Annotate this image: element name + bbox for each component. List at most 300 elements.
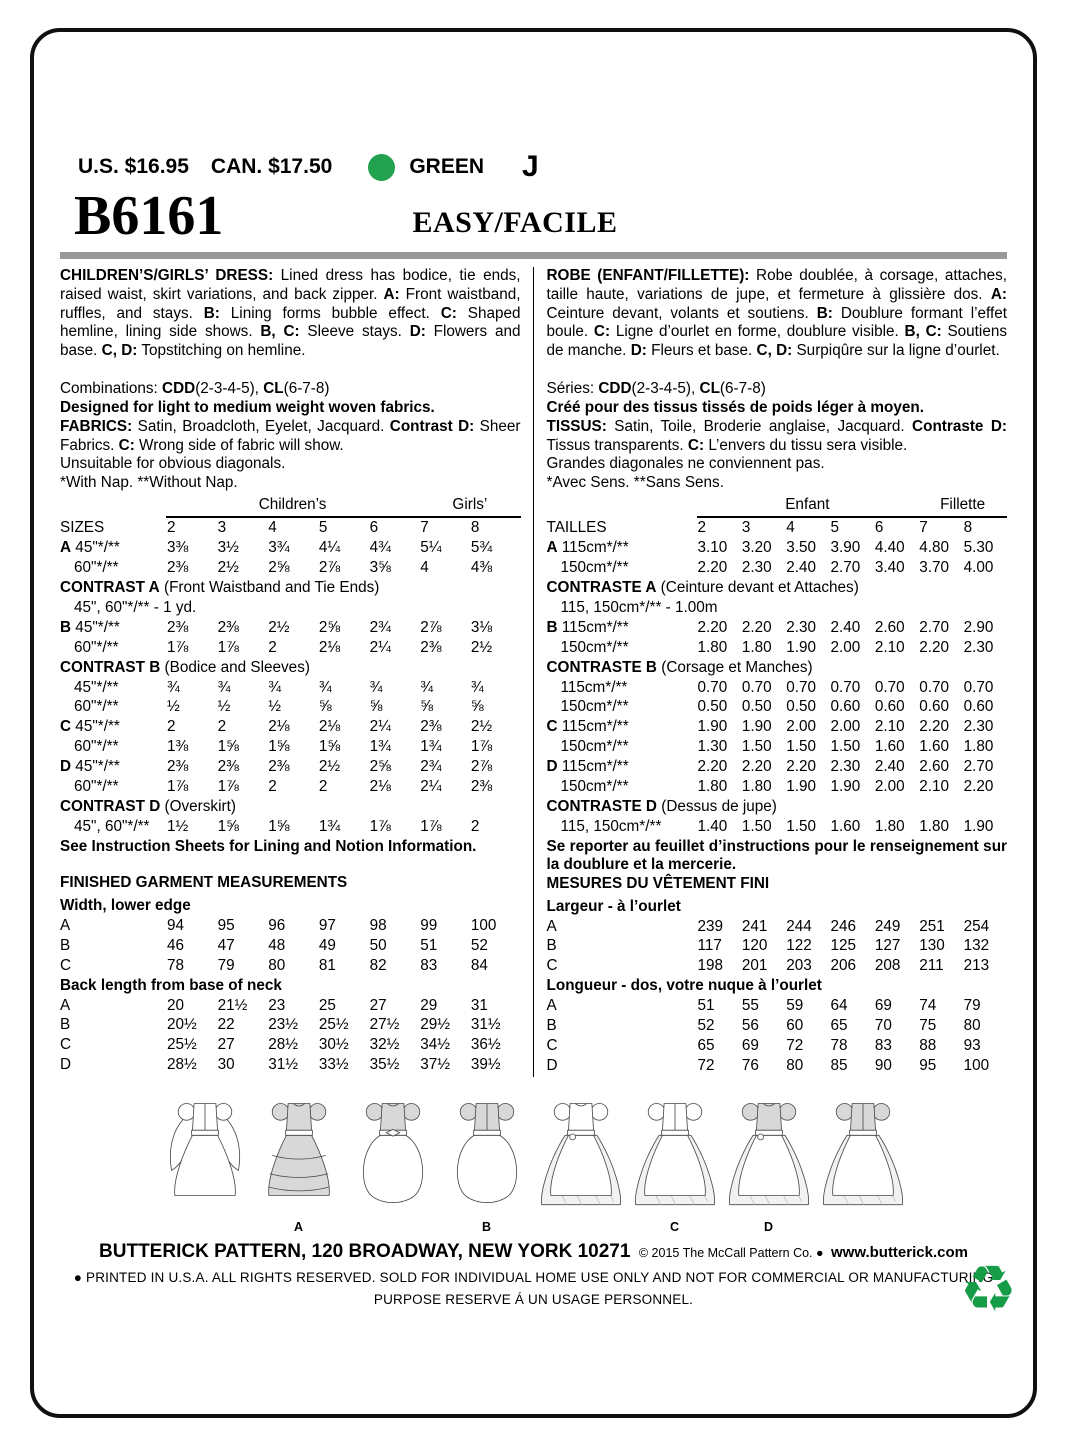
table-cell: Fillette bbox=[918, 496, 1007, 517]
table-cell: 2.30 bbox=[786, 618, 816, 636]
table-cell: 1¾ bbox=[369, 738, 391, 756]
table-cell: 120 bbox=[741, 937, 768, 955]
table-cell: 127 bbox=[874, 937, 901, 955]
table-cell: ½ bbox=[217, 698, 231, 716]
table-cell: 37½ bbox=[420, 1056, 450, 1074]
table-cell: 78 bbox=[167, 956, 185, 974]
table-cell: 1.50 bbox=[741, 818, 772, 836]
table-cell: 0.60 bbox=[830, 698, 861, 716]
table-row bbox=[547, 598, 1008, 618]
table-cell: CONTRAST D (Overskirt) bbox=[60, 798, 236, 816]
table-cell: Largeur - à l’ourlet bbox=[546, 897, 681, 915]
table-cell: 83 bbox=[420, 956, 438, 974]
table-cell: 4¾ bbox=[369, 538, 391, 556]
table-cell: 1.60 bbox=[830, 818, 861, 836]
us-price: U.S. $16.95 bbox=[78, 155, 189, 178]
table-cell: 2.70 bbox=[919, 618, 949, 636]
table-cell: 2.90 bbox=[963, 618, 994, 636]
table-row bbox=[60, 1036, 521, 1056]
table-cell: 1.80 bbox=[919, 818, 949, 836]
table-cell: 80 bbox=[786, 1057, 804, 1075]
green-dot-icon bbox=[368, 154, 395, 181]
table-cell: 2⅛ bbox=[369, 778, 391, 796]
table-cell: 1⅞ bbox=[217, 778, 239, 796]
table-cell: 69 bbox=[741, 1037, 759, 1055]
table-cell: 2⅞ bbox=[318, 558, 341, 576]
table-cell: 2¾ bbox=[369, 618, 391, 636]
table-row bbox=[547, 496, 1008, 517]
table-cell: 95 bbox=[919, 1057, 937, 1075]
table-cell: 2.00 bbox=[786, 718, 816, 736]
table-cell: 2¾ bbox=[420, 758, 442, 776]
title-row bbox=[60, 185, 1007, 247]
table-row bbox=[60, 638, 521, 658]
table-cell: 36½ bbox=[470, 1036, 501, 1054]
table-cell: 27 bbox=[369, 996, 387, 1014]
table-cell: 2.10 bbox=[874, 718, 905, 736]
table-cell: 3.70 bbox=[919, 558, 949, 576]
finished-title-fr: MESURES DU VÊTEMENT FINI bbox=[546, 875, 770, 893]
table-cell: 45", 60"*/** bbox=[74, 818, 150, 836]
fabrics-en: FABRICS: Satin, Broadcloth, Eyelet, Jacquard. Contrast D: Sheer Fabrics. C: Wrong side of fabric will show. bbox=[60, 417, 521, 454]
table-cell: 122 bbox=[786, 937, 812, 955]
table-cell: Longueur - dos, votre nuque à l’ourlet bbox=[546, 977, 822, 995]
table-cell: 0.70 bbox=[697, 678, 728, 696]
table-cell: SIZES bbox=[60, 518, 105, 536]
table-cell: 88 bbox=[919, 1037, 937, 1055]
table-row bbox=[547, 778, 1008, 798]
table-row bbox=[60, 558, 521, 578]
table-cell: 25 bbox=[318, 996, 336, 1014]
table-cell: ⅝ bbox=[369, 698, 383, 716]
table-cell: 1.90 bbox=[830, 778, 861, 796]
table-cell: 244 bbox=[786, 917, 812, 935]
dress-illustration-overlay bbox=[535, 1089, 627, 1235]
price-row bbox=[60, 150, 1007, 184]
table-cell: 78 bbox=[830, 1037, 848, 1055]
table-cell: 82 bbox=[369, 956, 387, 974]
table-cell: 2.20 bbox=[741, 618, 772, 636]
table-cell: 2⅛ bbox=[318, 638, 341, 656]
table-cell: 2⅞ bbox=[470, 758, 493, 776]
table-cell: 2.30 bbox=[963, 718, 994, 736]
dress-view-label bbox=[817, 1220, 909, 1235]
table-row bbox=[547, 758, 1008, 778]
table-cell: 56 bbox=[741, 1017, 759, 1035]
table-cell: 0.70 bbox=[786, 678, 816, 696]
table-row bbox=[60, 798, 521, 818]
table-cell: 75 bbox=[919, 1017, 937, 1035]
table-cell: 1⅞ bbox=[167, 638, 189, 656]
table-cell: 2½ bbox=[318, 758, 341, 776]
nap-note-en: *With Nap. **Without Nap. bbox=[60, 474, 238, 492]
table-cell: 211 bbox=[919, 957, 944, 975]
table-cell: 1⅝ bbox=[268, 818, 290, 836]
table-cell: Back length from base of neck bbox=[60, 976, 282, 994]
table-cell: 1⅞ bbox=[420, 818, 442, 836]
lining-note-en: See Instruction Sheets for Lining and Notion Information. bbox=[60, 837, 477, 855]
table-cell: 0.60 bbox=[874, 698, 905, 716]
table-cell: 150cm*/** bbox=[560, 638, 629, 656]
table-row bbox=[60, 758, 521, 778]
table-cell: 2½ bbox=[470, 718, 493, 736]
table-cell: 2.40 bbox=[786, 558, 816, 576]
header-divider bbox=[60, 252, 1007, 259]
table-cell: 1.90 bbox=[741, 718, 772, 736]
table-row bbox=[60, 996, 521, 1016]
table-cell: 2.20 bbox=[786, 758, 816, 776]
series-fr: Séries: CDD(2-3-4-5), CL(6-7-8) bbox=[546, 380, 766, 398]
table-cell: 125 bbox=[830, 937, 857, 955]
dress-view-label: D bbox=[763, 1219, 774, 1234]
table-cell: 2 bbox=[167, 718, 176, 736]
table-row bbox=[60, 496, 521, 517]
table-cell: 1.80 bbox=[697, 778, 728, 796]
table-row bbox=[60, 658, 521, 678]
table-cell: Girls’ bbox=[419, 496, 520, 517]
dress-illustrations bbox=[60, 1087, 1007, 1235]
table-cell: 5.30 bbox=[963, 538, 994, 556]
table-cell: 2⅜ bbox=[167, 558, 189, 576]
table-cell: 7 bbox=[420, 518, 429, 536]
table-cell: C bbox=[60, 1036, 72, 1054]
table-row bbox=[60, 598, 521, 618]
table-cell: 0.60 bbox=[919, 698, 949, 716]
table-cell: C bbox=[546, 957, 558, 975]
table-cell: 30½ bbox=[318, 1036, 349, 1054]
table-cell: 48 bbox=[268, 936, 286, 954]
table-cell: 2.00 bbox=[874, 778, 905, 796]
table-cell: 47 bbox=[217, 936, 235, 954]
table-cell: 84 bbox=[470, 956, 488, 974]
table-cell: 4¼ bbox=[318, 538, 341, 556]
table-row bbox=[547, 618, 1008, 638]
table-cell: 3 bbox=[741, 518, 751, 536]
table-cell: A 45"*/** bbox=[60, 538, 120, 556]
table-cell: 2½ bbox=[470, 638, 493, 656]
table-cell: 2⅜ bbox=[268, 758, 290, 776]
dress-view-label bbox=[347, 1220, 439, 1235]
table-cell: 2⅛ bbox=[268, 718, 290, 736]
table-cell: C 45"*/** bbox=[60, 718, 120, 736]
table-cell: 72 bbox=[786, 1037, 804, 1055]
table-cell: 39½ bbox=[470, 1056, 501, 1074]
rights-line-2: PURPOSE RESERVE Á UN USAGE PERSONNEL. bbox=[373, 1291, 694, 1307]
dress-illustration-tie-back bbox=[159, 1089, 251, 1235]
table-cell: 2 bbox=[470, 818, 480, 836]
table-cell: 25½ bbox=[167, 1036, 197, 1054]
table-cell: B bbox=[60, 936, 71, 954]
table-cell: 27½ bbox=[369, 1016, 400, 1034]
dress-illustration-bubble bbox=[347, 1089, 439, 1235]
table-cell: 33½ bbox=[318, 1056, 349, 1074]
table-cell: 70 bbox=[874, 1017, 892, 1035]
table-cell: 79 bbox=[963, 997, 981, 1015]
table-cell: B bbox=[546, 937, 557, 955]
table-cell: 3¾ bbox=[268, 538, 290, 556]
table-cell: 60"*/** bbox=[74, 558, 119, 576]
table-cell: ⅝ bbox=[318, 698, 332, 716]
table-cell: 0.70 bbox=[741, 678, 772, 696]
table-cell: 55 bbox=[741, 997, 759, 1015]
nap-note-fr: *Avec Sens. **Sans Sens. bbox=[546, 474, 724, 492]
table-cell: 2.20 bbox=[697, 758, 728, 776]
table-cell: A bbox=[546, 997, 557, 1015]
website-text: www.butterick.com bbox=[831, 1243, 968, 1261]
table-row bbox=[60, 718, 521, 738]
table-cell: 3½ bbox=[217, 538, 239, 556]
table-cell: 1¾ bbox=[420, 738, 442, 756]
table-cell: 3.90 bbox=[830, 538, 861, 556]
table-cell: B bbox=[60, 1016, 71, 1034]
table-cell: 198 bbox=[697, 957, 724, 975]
table-cell: 213 bbox=[963, 957, 990, 975]
table-cell: 241 bbox=[741, 917, 768, 935]
table-row bbox=[60, 1016, 521, 1036]
table-cell bbox=[60, 496, 166, 517]
table-cell: B bbox=[546, 1017, 557, 1035]
dress-view-label bbox=[159, 1220, 251, 1235]
table-cell: C bbox=[60, 956, 72, 974]
table-cell: 0.70 bbox=[830, 678, 861, 696]
table-cell: 150cm*/** bbox=[560, 778, 629, 796]
table-cell: 46 bbox=[167, 936, 185, 954]
table-row bbox=[60, 578, 521, 598]
table-cell: 1⅝ bbox=[217, 818, 239, 836]
table-cell: 2.70 bbox=[963, 758, 994, 776]
table-cell: 1.90 bbox=[697, 718, 728, 736]
table-cell: 52 bbox=[470, 936, 488, 954]
table-cell: 4 bbox=[268, 518, 277, 536]
table-cell: 100 bbox=[963, 1057, 990, 1075]
footer bbox=[60, 1241, 1007, 1307]
table-row bbox=[547, 1057, 1008, 1077]
table-cell: ¾ bbox=[167, 678, 180, 696]
table-cell: 208 bbox=[874, 957, 901, 975]
table-cell: B 45"*/** bbox=[60, 618, 120, 636]
table-cell: Width, lower edge bbox=[60, 896, 191, 914]
table-cell: 254 bbox=[963, 917, 990, 935]
table-cell: 1.80 bbox=[874, 818, 905, 836]
dress-view-label: C bbox=[669, 1219, 680, 1234]
table-cell: CONTRAST A (Front Waistband and Tie Ends) bbox=[60, 578, 380, 596]
table-cell: C 115cm*/** bbox=[546, 718, 629, 736]
table-row bbox=[60, 976, 521, 996]
table-cell: ¾ bbox=[470, 678, 484, 696]
table-cell: 1.80 bbox=[963, 738, 994, 756]
table-cell: 2¼ bbox=[369, 638, 391, 656]
finished-title-en: FINISHED GARMENT MEASUREMENTS bbox=[60, 874, 348, 892]
table-cell: 2⅛ bbox=[318, 718, 341, 736]
table-cell: 45", 60"*/** - 1 yd. bbox=[74, 598, 197, 616]
table-cell: 96 bbox=[268, 916, 286, 934]
table-cell: 4 bbox=[420, 558, 429, 576]
table-cell: 1⅝ bbox=[217, 738, 239, 756]
table-cell: 2⅜ bbox=[420, 638, 442, 656]
table-row bbox=[547, 578, 1008, 598]
table-cell: 1.80 bbox=[741, 778, 772, 796]
table-cell: 2.70 bbox=[830, 558, 861, 576]
table-cell: 1⅞ bbox=[369, 818, 391, 836]
table-cell: 2.20 bbox=[741, 758, 772, 776]
dress-illustration-sheer bbox=[723, 1089, 815, 1235]
description-en: CHILDREN’S/GIRLS’ DRESS: Lined dress has bodice, tie ends, raised waist, skirt variations, and back zipper. A: Front waistband, ruffles, and stays. B: Lining forms bubble effect. C: Shaped hemline, lining side shows. B, C: Sleeve stays. D: Flowers and base. C, D: Topstitching on hemline. bbox=[60, 267, 521, 360]
table-row bbox=[60, 1056, 521, 1076]
table-cell: 1⅜ bbox=[167, 738, 189, 756]
table-cell: 45"*/** bbox=[74, 678, 119, 696]
table-cell: 6 bbox=[874, 518, 884, 536]
table-cell: 25½ bbox=[318, 1016, 349, 1034]
table-cell: 0.50 bbox=[741, 698, 772, 716]
table-cell: 32½ bbox=[369, 1036, 400, 1054]
table-cell: 0.50 bbox=[786, 698, 816, 716]
table-row bbox=[547, 997, 1008, 1017]
table-cell: 1⅞ bbox=[167, 778, 189, 796]
dress-view-label bbox=[535, 1220, 627, 1235]
table-cell: 150cm*/** bbox=[560, 698, 629, 716]
table-cell: 97 bbox=[318, 916, 336, 934]
table-cell: 246 bbox=[830, 917, 857, 935]
table-cell: 7 bbox=[919, 518, 928, 536]
table-cell: 2⅜ bbox=[167, 618, 189, 636]
table-cell: CONTRASTE A (Ceinture devant et Attaches) bbox=[546, 578, 859, 596]
table-row bbox=[60, 738, 521, 758]
table-cell: 23½ bbox=[268, 1016, 299, 1034]
table-row bbox=[547, 798, 1008, 818]
table-row bbox=[547, 818, 1008, 838]
table-cell: 51 bbox=[420, 936, 438, 954]
dress-view-label: A bbox=[293, 1219, 304, 1234]
dress-illustration-overlay-back bbox=[629, 1089, 721, 1235]
table-cell: 76 bbox=[741, 1057, 759, 1075]
table-cell: 85 bbox=[830, 1057, 848, 1075]
table-cell: 50 bbox=[369, 936, 387, 954]
table-cell: 3.20 bbox=[741, 538, 772, 556]
table-cell: 1.50 bbox=[741, 738, 772, 756]
table-cell: 3.50 bbox=[786, 538, 816, 556]
table-cell: 34½ bbox=[420, 1036, 450, 1054]
pattern-number: B6161 bbox=[74, 185, 224, 247]
dress-illustration-bubble-back bbox=[441, 1089, 533, 1235]
table-cell: A bbox=[60, 916, 71, 934]
table-row bbox=[60, 956, 521, 976]
table-row bbox=[60, 538, 521, 558]
footer-address-line bbox=[60, 1241, 1007, 1263]
table-cell: 2⅝ bbox=[369, 758, 391, 776]
table-cell: 2.10 bbox=[919, 778, 949, 796]
table-row bbox=[547, 538, 1008, 558]
table-cell: 2.30 bbox=[741, 558, 772, 576]
table-cell: 2.20 bbox=[919, 638, 949, 656]
table-cell: A 115cm*/** bbox=[546, 538, 629, 556]
table-cell: 130 bbox=[919, 937, 945, 955]
table-cell: 21½ bbox=[217, 996, 248, 1014]
table-cell: 3.10 bbox=[697, 538, 728, 556]
table-cell: 115cm*/** bbox=[560, 678, 628, 696]
table-cell: 3⅝ bbox=[369, 558, 391, 576]
table-cell: 2 bbox=[318, 778, 328, 796]
table-cell: 22 bbox=[217, 1016, 235, 1034]
table-cell: 4⅜ bbox=[470, 558, 493, 576]
table-cell: 2.60 bbox=[919, 758, 949, 776]
table-cell: 20 bbox=[167, 996, 185, 1014]
table-cell: 98 bbox=[369, 916, 387, 934]
rights-line-1: ● PRINTED IN U.S.A. ALL RIGHTS RESERVED. SOLD FOR INDIVIDUAL HOME USE ONLY AND NOT FOR COMMERCIAL OR MANUFACTURING bbox=[73, 1269, 994, 1285]
table-cell: ¾ bbox=[369, 678, 383, 696]
table-cell: ½ bbox=[268, 698, 282, 716]
yardage-table-en bbox=[60, 496, 521, 838]
table-cell: 72 bbox=[697, 1057, 715, 1075]
table-cell: 2¼ bbox=[420, 778, 442, 796]
table-row bbox=[60, 517, 521, 538]
table-row bbox=[60, 678, 521, 698]
table-cell: 2⅝ bbox=[268, 558, 290, 576]
table-row bbox=[547, 558, 1008, 578]
table-cell: 2 bbox=[217, 718, 227, 736]
table-cell: ½ bbox=[167, 698, 180, 716]
table-cell: 1.50 bbox=[830, 738, 861, 756]
table-cell: 203 bbox=[786, 957, 812, 975]
table-row bbox=[547, 957, 1008, 977]
table-cell: 239 bbox=[697, 917, 724, 935]
table-cell: 2.40 bbox=[830, 618, 861, 636]
table-cell: 1.60 bbox=[919, 738, 949, 756]
table-cell: 2 bbox=[697, 518, 707, 536]
table-cell: 1.90 bbox=[786, 638, 816, 656]
table-cell: 1.90 bbox=[786, 778, 816, 796]
table-cell: CONTRASTE D (Dessus de jupe) bbox=[546, 798, 777, 816]
measurements-table-fr bbox=[547, 897, 1008, 1077]
table-cell: 115, 150cm*/** bbox=[560, 818, 662, 836]
copyright-text: © 2015 The McCall Pattern Co. ● bbox=[638, 1245, 824, 1260]
table-row bbox=[547, 937, 1008, 957]
fabrics-fr: TISSUS: Satin, Toile, Broderie anglaise, Jacquard. Contraste D: Tissus transparents. C: L’envers du tissu sera visible. bbox=[546, 417, 1007, 454]
table-cell: B 115cm*/** bbox=[546, 618, 629, 636]
table-cell bbox=[547, 496, 697, 517]
table-cell: 4.00 bbox=[963, 558, 994, 576]
table-cell: 3 bbox=[217, 518, 227, 536]
table-cell: 249 bbox=[874, 917, 901, 935]
table-cell: 0.70 bbox=[963, 678, 994, 696]
english-column bbox=[60, 267, 534, 1077]
table-cell: 35½ bbox=[369, 1056, 400, 1074]
table-cell: 5 bbox=[318, 518, 328, 536]
table-row bbox=[547, 517, 1008, 538]
table-cell: 64 bbox=[830, 997, 848, 1015]
table-cell: 4.40 bbox=[874, 538, 905, 556]
table-row bbox=[60, 896, 521, 916]
table-cell: 1½ bbox=[167, 818, 189, 836]
table-cell: 132 bbox=[963, 937, 990, 955]
table-cell: 95 bbox=[217, 916, 235, 934]
table-cell: 2.40 bbox=[874, 758, 905, 776]
table-cell: 2.20 bbox=[963, 778, 994, 796]
table-row bbox=[547, 1037, 1008, 1057]
table-cell: 52 bbox=[697, 1017, 715, 1035]
table-row bbox=[547, 977, 1008, 997]
table-row bbox=[547, 638, 1008, 658]
table-cell: A bbox=[60, 996, 71, 1014]
table-cell: 206 bbox=[830, 957, 857, 975]
table-cell: 29½ bbox=[420, 1016, 450, 1034]
table-row bbox=[60, 936, 521, 956]
table-cell: 1.30 bbox=[697, 738, 728, 756]
table-cell: 93 bbox=[963, 1037, 981, 1055]
table-cell: 80 bbox=[963, 1017, 981, 1035]
table-cell: 79 bbox=[217, 956, 235, 974]
table-cell: 1.90 bbox=[963, 818, 994, 836]
table-cell: 1.40 bbox=[697, 818, 728, 836]
